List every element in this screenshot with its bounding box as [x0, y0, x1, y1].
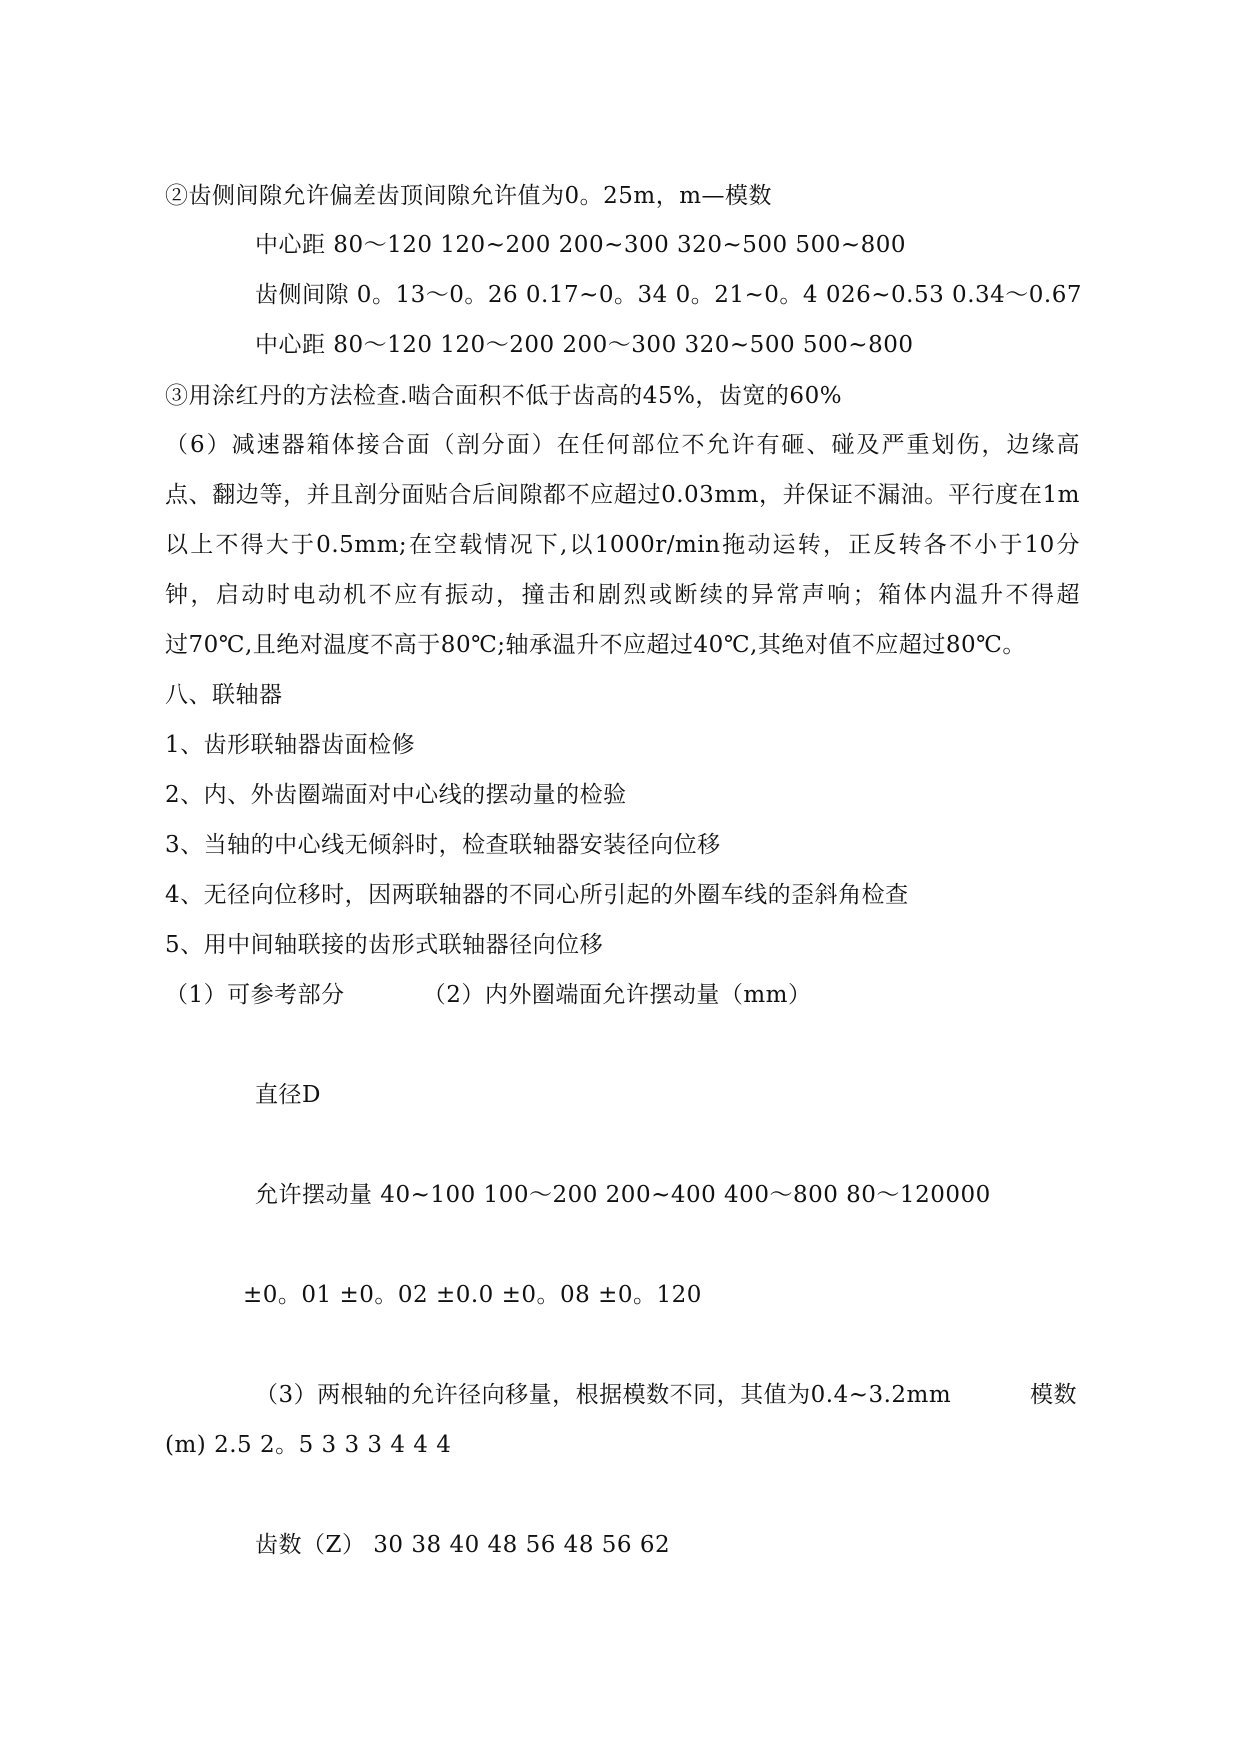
list-item-3: 3、当轴的中心线无倾斜时，检查联轴器安装径向位移 — [165, 832, 721, 858]
list-item-2: 2、内、外齿圈端面对中心线的摆动量的检验 — [165, 782, 627, 808]
paragraph-line-1: （6）减速器箱体接合面（剖分面）在任何部位不允许有砸、碰及严重划伤，边缘高 — [165, 432, 1080, 458]
module-values-row: (m) 2.5 2。5 3 3 3 4 4 4 — [165, 1432, 452, 1458]
paragraph-line-2: 点、翻边等，并且剖分面贴合后间隙都不应超过0.03mm，并保证不漏油。平行度在1m — [165, 482, 1080, 508]
red-lead-check-note: ③用涂红丹的方法检查.啮合面积不低于齿高的45%，齿宽的60% — [165, 383, 843, 409]
center-distance-row-2: 中心距 80～120 120～200 200～300 320~500 500~800 — [255, 332, 914, 358]
list-item-4: 4、无径向位移时，因两联轴器的不同心所引起的外圈车线的歪斜角检查 — [165, 882, 909, 908]
diameter-label: 直径D — [255, 1082, 321, 1108]
allowed-swing-row: 允许摆动量 40~100 100～200 200~400 400～800 80～120000 — [255, 1182, 991, 1208]
paragraph-line-4: 钟，启动时电动机不应有振动，撞击和剧烈或断续的异常声响；箱体内温升不得超 — [165, 582, 1080, 608]
paragraph-line-3: 以上不得大于0.5mm;在空载情况下,以1000r/min拖动运转，正反转各不小于10分 — [165, 532, 1080, 558]
paragraph-line-5: 过70℃,且绝对温度不高于80℃;轴承温升不应超过40℃,其绝对值不应超过80℃。 — [165, 632, 1026, 658]
list-item-5: 5、用中间轴联接的齿形式联轴器径向位移 — [165, 932, 604, 958]
backlash-values-row: 齿侧间隙 0。13～0。26 0.17~0。34 0。21~0。4 026~0.53 0.34～0.67 — [255, 282, 1082, 308]
backlash-note: ②齿侧间隙允许偏差齿顶间隙允许值为0。25m，m—模数 — [165, 183, 773, 209]
module-label: 模数 — [1030, 1382, 1077, 1408]
center-distance-row-1: 中心距 80～120 120~200 200~300 320~500 500~800 — [255, 232, 907, 258]
list-item-1: 1、齿形联轴器齿面检修 — [165, 732, 416, 758]
section-heading-coupling: 八、联轴器 — [165, 682, 283, 708]
radial-shift-note: （3）两根轴的允许径向移量，根据模数不同，其值为0.4~3.2mm — [255, 1382, 952, 1408]
swing-values-row: ±0。01 ±0。02 ±0.0 ±0。08 ±0。120 — [243, 1282, 702, 1308]
teeth-count-row: 齿数（Z） 30 38 40 48 56 48 56 62 — [255, 1532, 671, 1558]
sub-items-row: （1）可参考部分 （2）内外圈端面允许摆动量（mm） — [165, 982, 812, 1008]
